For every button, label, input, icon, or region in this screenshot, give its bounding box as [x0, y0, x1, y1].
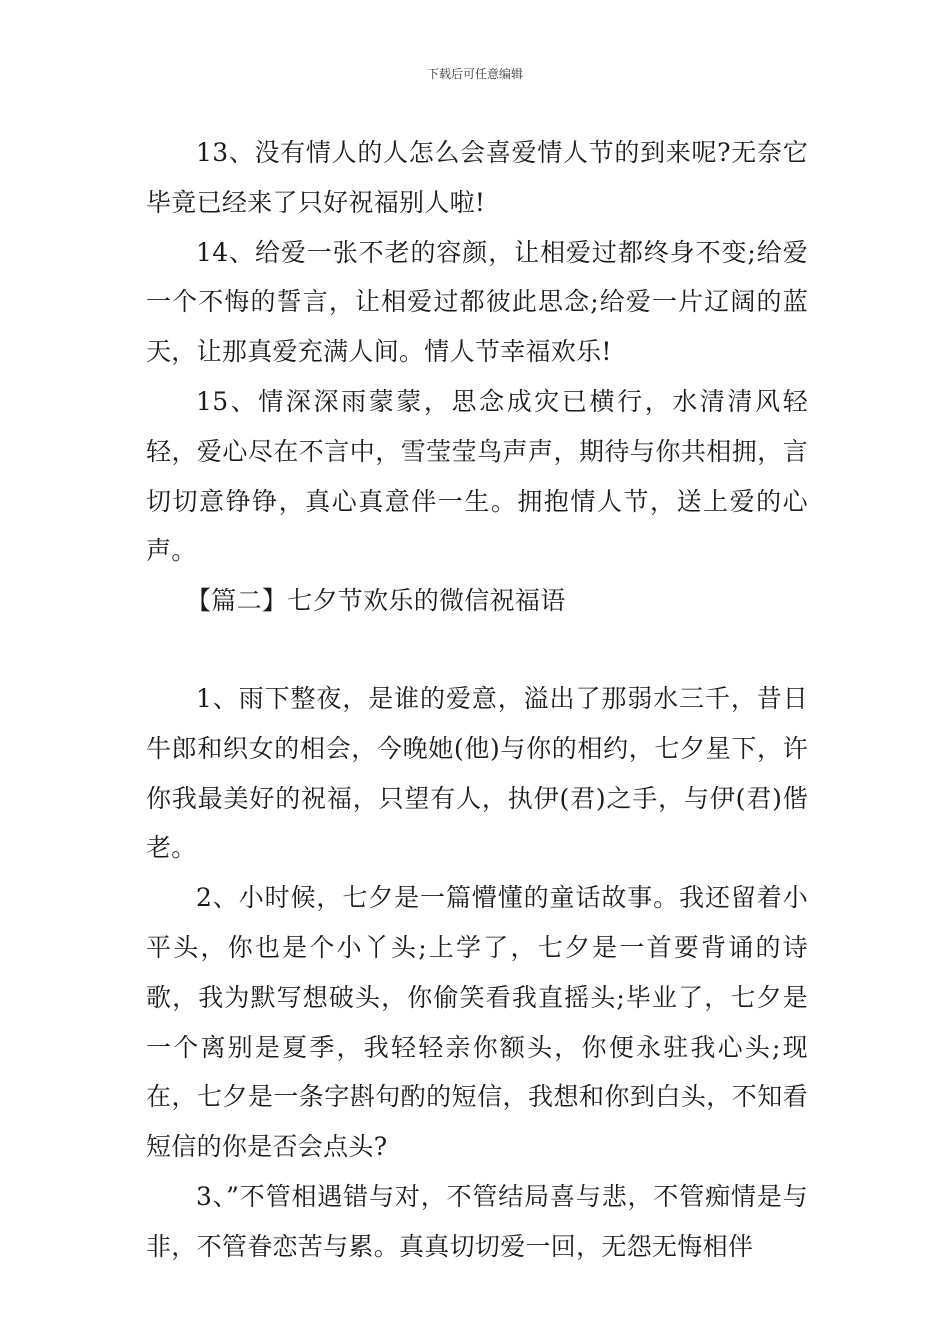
paragraph-14: 14、给爱一张不老的容颜，让相爱过都终身不变;给爱一个不悔的誓言，让相爱过都彼此思念;给爱一片辽阔的蓝天，让那真爱充满人间。情人节幸福欢乐!	[146, 237, 808, 367]
paragraph-1: 1、雨下整夜，是谁的爱意，溢出了那弱水三千，昔日牛郎和织女的相会，今晚她(他)与你的相约，七夕星下，许你我最美好的祝福，只望有人，执伊(君)之手，与伊(君)偕老。	[146, 683, 808, 863]
paragraph-3: 3、”不管相遇错与对，不管结局喜与悲，不管痴情是与非，不管眷恋苦与累。真真切切爱一回，无怨无悔相伴	[146, 1181, 808, 1261]
section-heading: 【篇二】七夕节欢乐的微信祝福语	[186, 586, 566, 616]
paragraph-2: 2、小时候，七夕是一篇懵懂的童话故事。我还留着小平头，你也是个小丫头;上学了，七夕是一首要背诵的诗歌，我为默写想破头，你偷笑看我直摇头;毕业了，七夕是一个离别是夏季，我轻轻亲你额头，你便永驻我心头;现在，七夕是一条字斟句酌的短信，我想和你到白头，不知看短信的你是否会点头?	[146, 883, 808, 1162]
paragraph-13: 13、没有情人的人怎么会喜爱情人节的到来呢?无奈它毕竟已经来了只好祝福别人啦!	[146, 138, 808, 217]
document-body	[146, 128, 808, 1272]
page-header: 下载后可任意编辑	[426, 67, 523, 81]
paragraph-15: 15、情深深雨蒙蒙，思念成灾已横行，水清清风轻轻，爱心尽在不言中，雪莹莹鸟声声，期待与你共相拥，言切切意铮铮，真心真意伴一生。拥抱情人节，送上爱的心声。	[146, 386, 808, 566]
